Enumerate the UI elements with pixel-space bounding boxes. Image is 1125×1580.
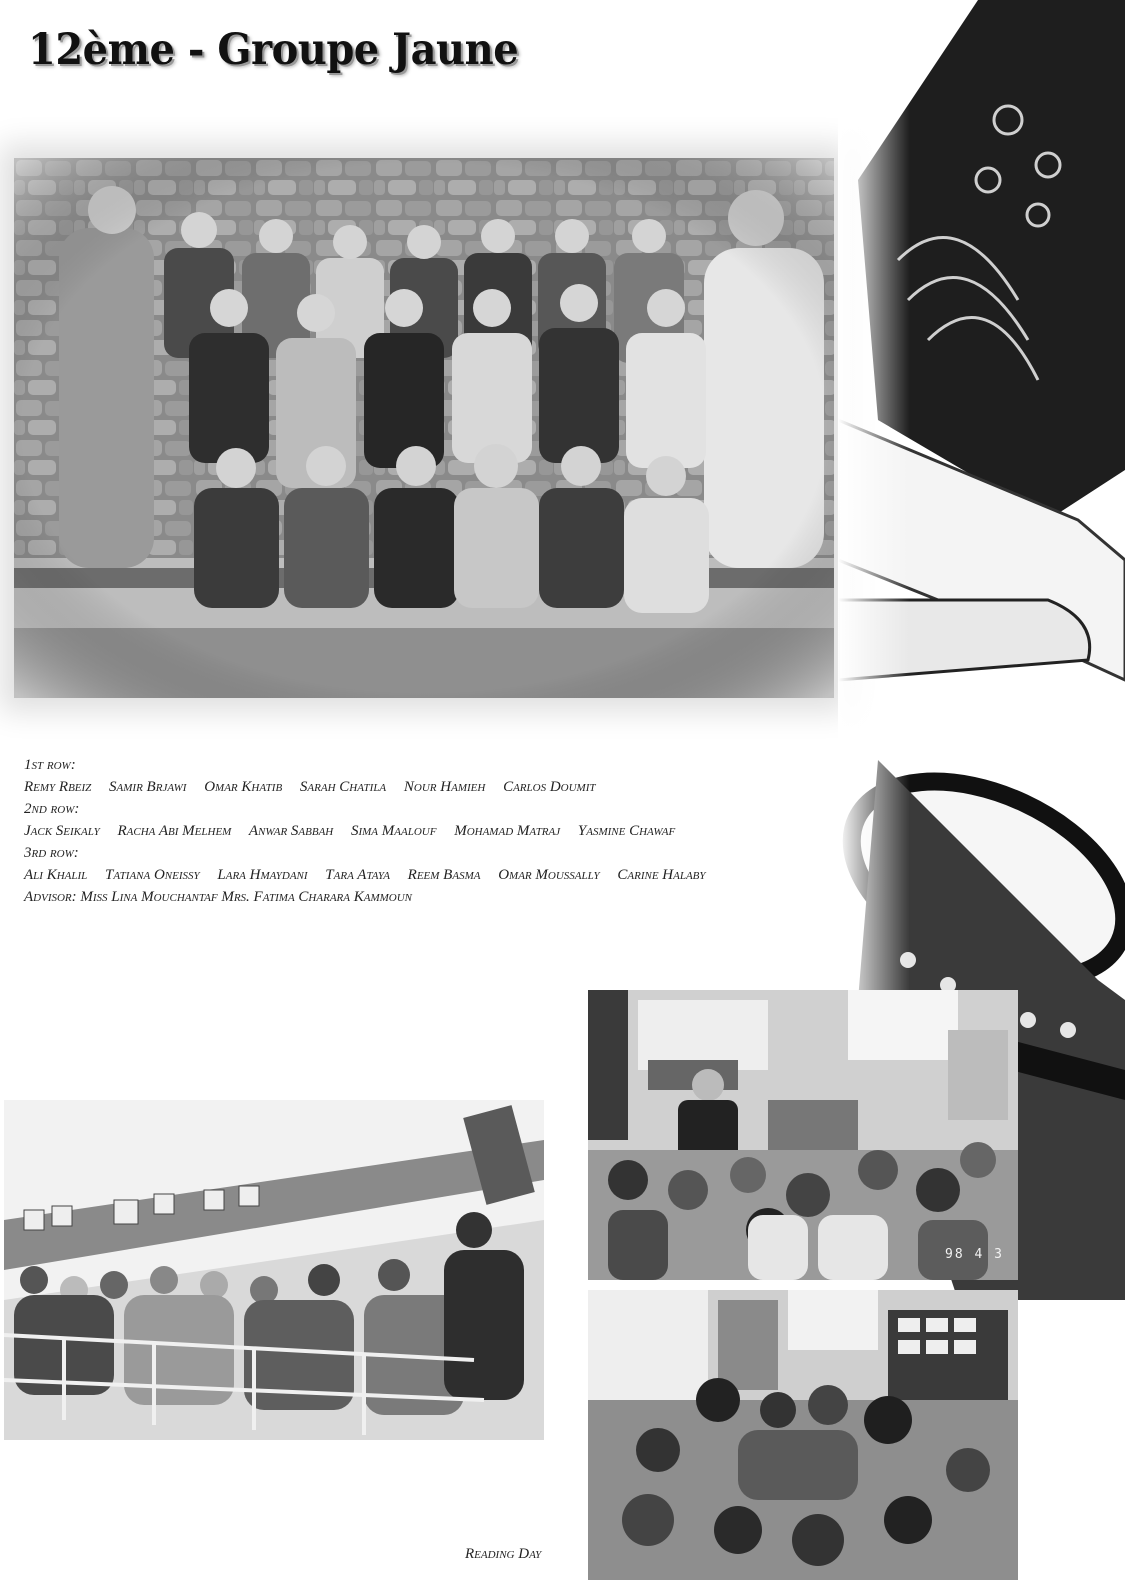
student-name: Sarah Chatila bbox=[299, 779, 387, 795]
name-list bbox=[24, 867, 720, 883]
student-name: Omar Khatib bbox=[204, 779, 283, 795]
advisor-line: Advisor: Miss Lina Mouchantaf Mrs. Fatima Charara Kammoun bbox=[24, 889, 412, 905]
date-stamp: 98 4 3 bbox=[945, 1247, 1004, 1262]
student-name: Jack Seikaly bbox=[24, 823, 100, 839]
student-name: Carlos Doumit bbox=[503, 779, 596, 795]
student-name: Tatiana Oneissy bbox=[105, 867, 200, 883]
reading-day-caption: Reading Day bbox=[465, 1546, 542, 1562]
student-name: Nour Hamieh bbox=[403, 779, 486, 795]
student-name: Lara Hmaydani bbox=[217, 867, 308, 883]
student-name: Yasmine Chawaf bbox=[577, 823, 676, 839]
row-label: 2nd row: bbox=[24, 801, 80, 817]
student-name: Omar Moussally bbox=[498, 867, 600, 883]
student-name: Reem Basma bbox=[407, 867, 481, 883]
student-name: Ali Khalil bbox=[24, 867, 88, 883]
reading-corner-photo bbox=[588, 990, 1018, 1280]
page-title: 12ème - Groupe Jaune bbox=[28, 24, 519, 75]
row-label: 3rd row: bbox=[24, 845, 79, 861]
student-name: Carine Halaby bbox=[617, 867, 706, 883]
row-label: 1st row: bbox=[24, 757, 76, 773]
reading-circle-photo bbox=[588, 1290, 1018, 1580]
student-name: Samir Brjawi bbox=[109, 779, 187, 795]
class-photo-caption bbox=[24, 754, 814, 908]
name-list bbox=[24, 823, 689, 839]
student-name: Sima Maalouf bbox=[350, 823, 437, 839]
stairs-photo bbox=[4, 1100, 544, 1440]
student-name: Anwar Sabbah bbox=[248, 823, 334, 839]
name-list bbox=[24, 779, 609, 795]
student-name: Mohamad Matraj bbox=[454, 823, 561, 839]
student-name: Tara Ataya bbox=[325, 867, 390, 883]
student-name: Remy Rbeiz bbox=[24, 779, 92, 795]
student-name: Racha Abi Melhem bbox=[117, 823, 232, 839]
class-photo bbox=[14, 158, 834, 698]
